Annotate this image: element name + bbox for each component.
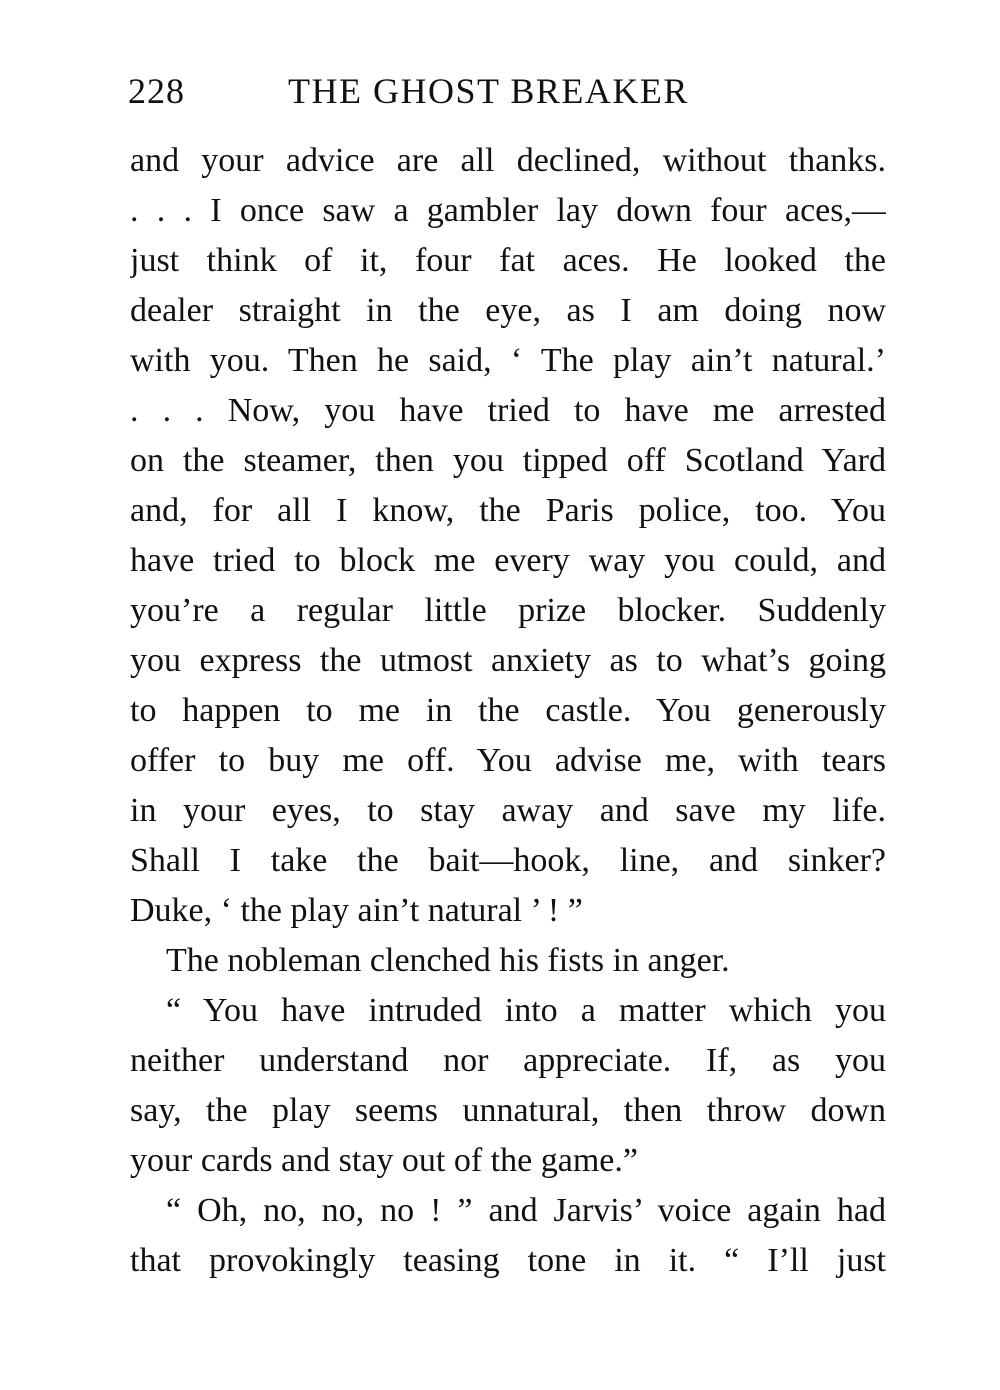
text-line: and, for all I know, the Paris police, too. You [130, 492, 886, 529]
text-line: . . . I once saw a gambler lay down four aces,— [130, 192, 886, 229]
text-line: The nobleman clenched his fists in anger. [166, 942, 730, 979]
text-line: with you. Then he said, ‘ The play ain’t natural.’ [130, 342, 886, 379]
text-line: Duke, ‘ the play ain’t natural ’ ! ” [130, 892, 583, 929]
text-line: you express the utmost anxiety as to what’s going [130, 642, 886, 679]
text-line: dealer straight in the eye, as I am doing now [130, 292, 886, 329]
text-line: . . . Now, you have tried to have me arrested [130, 392, 886, 429]
text-line: neither understand nor appreciate. If, as you [130, 1042, 886, 1079]
text-line: you’re a regular little prize blocker. Suddenly [130, 592, 886, 629]
text-line: have tried to block me every way you could, and [130, 542, 886, 579]
body-text [130, 136, 886, 1286]
text-line: to happen to me in the castle. You generously [130, 692, 886, 729]
text-line: on the steamer, then you tipped off Scotland Yard [130, 442, 886, 479]
text-line: “ You have intruded into a matter which you [166, 992, 886, 1029]
text-line: that provokingly teasing tone in it. “ I’ll just [130, 1242, 886, 1279]
page-number: 228 [128, 71, 185, 111]
text-line: Shall I take the bait—hook, line, and sinker? [130, 842, 886, 879]
text-line: offer to buy me off. You advise me, with tears [130, 742, 886, 779]
text-line: your cards and stay out of the game.” [130, 1142, 638, 1179]
running-head [128, 66, 888, 116]
text-line: in your eyes, to stay away and save my life. [130, 792, 886, 829]
running-title: THE GHOST BREAKER [288, 71, 689, 111]
text-line: and your advice are all declined, without thanks. [130, 142, 886, 179]
text-line: “ Oh, no, no, no ! ” and Jarvis’ voice again had [166, 1192, 886, 1229]
text-line: just think of it, four fat aces. He looked the [130, 242, 886, 279]
text-line: say, the play seems unnatural, then throw down [130, 1092, 886, 1129]
